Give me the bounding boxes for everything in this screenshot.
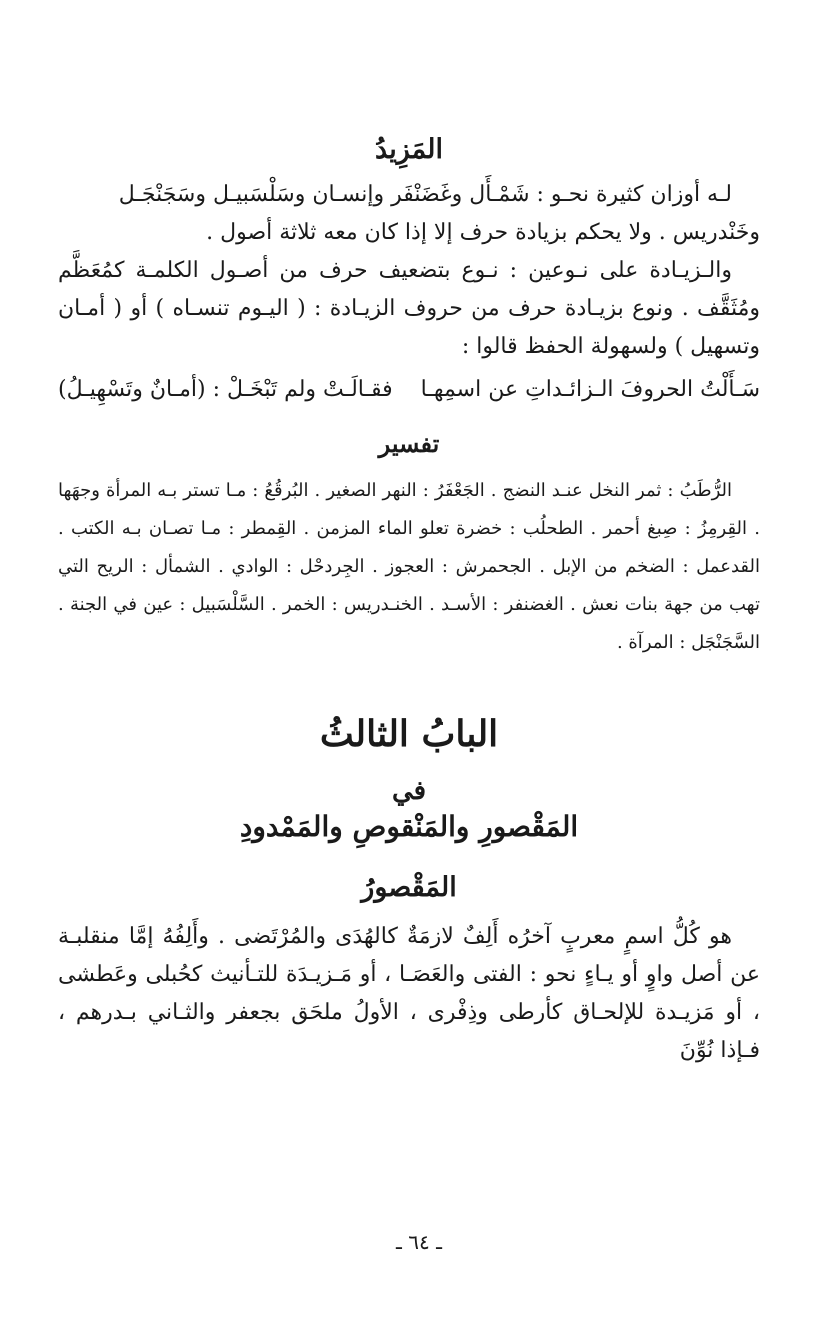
section-title-mazid: المَزِيدُ [375, 134, 443, 165]
section-title-maqsur: المَقْصورُ [361, 872, 457, 903]
mazid-paragraph-1-line-1: لـه أوزان كثيرة نحـو : شَمْـأَل وغَضَنْفَر وإنسـان وسَلْسَبيـل وسَجَنْجَـل [118, 182, 732, 207]
mazid-paragraph-1-line-2: وخَنْدريس . ولا يحكم بزيادة حرف إلا إذا كان معه ثلاثة أصول . [206, 220, 760, 245]
chapter-fi: في [391, 776, 427, 806]
verse-first-hemistich: سَـأَلْتُ الحروفَ الـزائـداتِ عن اسمِهـا [420, 377, 760, 402]
page-content [58, 130, 760, 1070]
poetry-verse [58, 370, 760, 410]
chapter-subtitle: المَقْصورِ والمَنْقوصِ والمَمْدودِ [239, 810, 579, 843]
chapter-title: البابُ الثالثُ [319, 713, 499, 755]
maqsur-paragraph: هو كُلُّ اسمٍ معربٍ آخرُه أَلِفٌ لازمَةٌ كالهُدَى والمُرْتَضى . وأَلِفُهُ إمَّا منقلبـة عن أصل واوٍ أو يـاءٍ نحو : الفتى والعَصَـا ، أو مَـزيـدَة للتـأنيث كحُبلى وعَطشى ، أو مَزيـدة للإلحـاق كأرطى وذِفْرى ، الأولُ ملحَق بجعفر والثـاني بـدرهم ، فـإذا نُوِّنَ [58, 924, 760, 1063]
page-number: ـ ٦٤ ـ [396, 1230, 442, 1254]
tafsir-paragraph: الرُّطَبُ : ثمر النخل عنـد النضج . الجَعْفَرُ : النهر الصغير . البُرقُعُ : مـا تستر بـه المرأة وجهَها . القِرمِزُ : صِبغ أحمر . الطحلُب : خضرة تعلو الماء المزمن . القِمطر : مـا تصـان بـه الكتب . القدعمل : الضخم من الإبل . الجحمرش : العجوز . الجِردحْل : الوادي . الشمأل : الريح التي تهب من جهة بنات نعش . الغضنفر : الأسـد . الخنـدريس : الخمر . السَّلْسَبيل : عين في الجنة . السَّجَنْجَل : المرآة . [58, 480, 760, 653]
verse-second-hemistich: فقـالَـتْ ولم تَبْخَـلْ : (أمـانٌ وتَسْهِيـلُ) [58, 377, 393, 402]
section-title-tafsir: تفسير [378, 429, 440, 458]
mazid-paragraph-2: والـزيـادة على نـوعين : نـوع بتضعيف حرف من أصـول الكلمـة كمُعَظَّم ومُثَقَّف . ونوع بزيـادة حرف من حروف الزيـادة : ( اليـوم تنسـاه ) أو ( أمـان وتسهيل ) ولسهولة الحفظ قالوا : [58, 258, 760, 359]
